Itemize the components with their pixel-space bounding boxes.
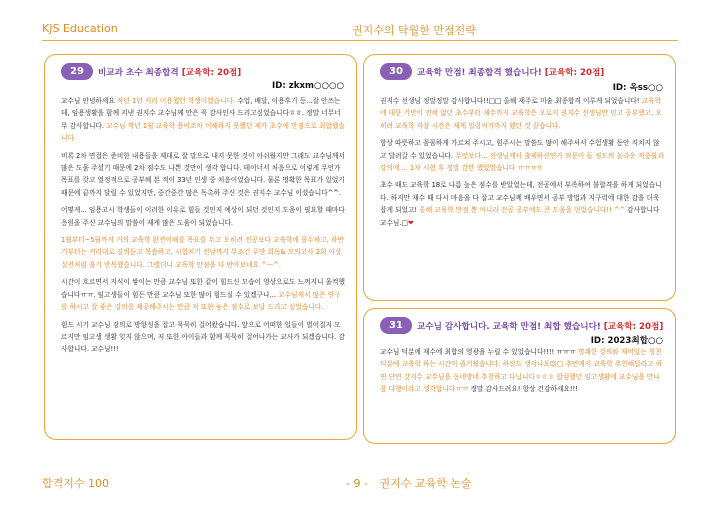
review-text: 비록 2차 면접은 준비한 내용들을 제대로 잘 말으로 내지 못한 것이 아쉬웠지만 그래도 교수님께서 많은 도움 주셨기 때문에 2차 점수도 나쁜 것만이 생각 합니다. 테이너서 처음으로 이렇게 무언가 목표를 갖고 열정적으로 공부해 본 적이 33년 인생 중 처음이었습니다. 물론 명확한 목표가 있었기 때문에 끝까지 달릴 수 있었지만, 중간중간 많은 독촉하 주신 것은 권지수 교수님 이셨습니다^^. [61, 151, 345, 197]
header-brand: KJS Education [42, 22, 118, 35]
footer-brand: 합격지수 100 [42, 477, 109, 490]
heart-icon: ❤ [407, 218, 414, 227]
review-score-tag: [교육학: 20점] [181, 67, 242, 78]
review-body [61, 95, 346, 361]
review-text: 힘드 시기 교수님 강의로 방향성을 잡고 묵묵히 걸어왔습니다. 앞으로 어떠한 일들이 벌어질지 모르지만 임고생 생활 잊지 않으며, 저 또한 아이들과 함께 묵묵히 걸어나가는 교사가 되겠습니다. 감사합니다. 교수님!!! [61, 320, 345, 354]
review-paragraph [61, 276, 346, 313]
review-text: 권지수 선생님 정말정말 감사합니다!!□□ 올해 제주로 미술 최종합격 이루게 되었습니다! [380, 97, 642, 105]
review-text: 시간이 흐르면서 지식이 쌓이는 만큼 교수님 또한 같이 힘드신 모습이 영상으로도 느껴지니 울컥했습니다ㅠㅠ. 임고생들이 힘든 만큼 교수님 또한 많이 힘드실 수 있겠구나... [61, 278, 345, 299]
review-number-badge: 31 [380, 317, 412, 334]
review-text: 항상 따뜻하고 꼼꼼하게 가르쳐 주시고, 힘주시는 말씀도 많이 해주셔서 수험생활 동안 지치지 않고 달려갈 수 있었습니다. [380, 139, 660, 160]
review-title: 교수님 감사합니다. 교육학 만점! 최합 했습니다! [417, 321, 601, 332]
review-text: 어떻게... 임용고시 학생들이 이러한 이유로 힘들 것인지 예상이 되던 것인지 도움이 필요할 때마다 응원을 주신 교수님의 말씀이 제게 많은 도움이 되었습니다. [61, 206, 345, 227]
header-book-title: 권지수의 탁월한 만점전략 [352, 24, 476, 37]
review-body [380, 346, 665, 401]
highlighted-text: 명쾌한 강의와 재미있는 칭찬 덕분에 교육학 하는 시간이 즐거웠습니다. 하진도 생각나요☺□ 추번에서 교육학 추천해달라고 하면 단연 갓지수 교수님을 동네방네 추천하고 다닙니다ㅎㅎㅎ 합렁했던 임고생활에 교수님을 만나 참 다행이라고 생각합니다ㅠㅠ [380, 348, 663, 394]
review-text: 교수님 덕분에 재수에 최합의 영광을 누릴 수 있었습니다!!!! ㅠㅠㅠ [380, 348, 578, 356]
review-body [380, 95, 665, 234]
review-paragraph [61, 150, 346, 200]
highlighted-text: 교육학에 대한 기반이 전혀 없던 초수부터 재수까지 교육학은 오로지 권지수 선생님만 믿고 공부했고, 오히려 교육학 자잘 시간은 제게 힐링이기까지 했던 것 같습니다. [380, 97, 662, 130]
page-header [0, 0, 720, 44]
review-paragraph [61, 204, 346, 229]
footer-page-info [346, 475, 471, 491]
review-author-id: ID: zkxm○○○○ [272, 81, 344, 91]
review-text: 정말 감사드려요! 항상 건강하세요!!! [468, 385, 578, 394]
review-paragraph [61, 319, 346, 356]
review-header [380, 63, 604, 80]
review-paragraph [380, 346, 665, 396]
review-score-tag: [교육학: 20점] [603, 321, 664, 332]
highlighted-text: 1월부터~5월까지 거의 교육학 완전이해를 목표를 두고 오히려 전공보다 교육학에 몰두하고, 하반기부터는 커리대로 강의듣고 복습하고, 시험치기 전날까지 무조건 푸만 회독& 모의고사 2회 이상 실전처럼 풀기 반복했습니다. 그랬더니 교육학 만점을 다 받아보네요 ^—^. [61, 236, 344, 269]
highlighted-text: 교수님께서 많은 연구를 하시고 잘 좋은 강의를 제공해주시는 만큼 저 또한 놓은 점수로 보답 드리고 싶었습니다. [61, 290, 341, 312]
review-header [61, 63, 241, 80]
header-divider [42, 40, 678, 41]
review-card-31 [363, 308, 676, 444]
review-paragraph [61, 95, 346, 145]
review-card-30 [363, 54, 676, 301]
review-paragraph [380, 137, 665, 174]
review-author-id: ID: 옥ss○○ [612, 83, 663, 93]
highlighted-text: 작년 1년 커리 이용했던 학생이었습니다. [116, 97, 236, 105]
review-header [380, 317, 663, 334]
review-card-29 [44, 54, 357, 440]
review-paragraph [380, 95, 665, 132]
review-paragraph [380, 179, 665, 229]
footer-book-title: 권지수 교육학 논술 [379, 477, 472, 490]
review-score-tag: [교육학: 20점] [544, 67, 605, 78]
review-number-badge: 30 [380, 63, 412, 80]
review-text: 초수 때도 교육학 18로 나름 높은 점수를 받았었는데, 전공에서 부족하여 불합격을 하게 되었습니다. 하지만 재수 때 다시 마음을 다 잡고 교수님께 배우면서 공부 방법과 지구력에 대한 감을 더욱 잡게 되었고! [380, 181, 662, 215]
page-number: - 9 - [346, 477, 368, 490]
review-text: 감사합니다 교수님.□ [380, 206, 660, 227]
review-title: 비교과 초수 최종합격 [98, 67, 179, 78]
highlighted-text: 교수님 작년 1월 교육학 용어조차 이해하지 못했던 제가 초수에 만점으로 최합했습니다. [61, 121, 345, 143]
review-author-id: ID: 2023최합○○ [590, 336, 663, 346]
highlighted-text: 올해 교육학 만점 뿐 아니라 전공 공부에도 큰 도움을 얻었습니다!! ^^ [419, 206, 626, 215]
review-text: 교수님 안녕하세요 [61, 97, 117, 105]
review-paragraph [61, 234, 346, 271]
review-title: 교육학 만점! 최종합격 했습니다! [417, 67, 542, 78]
review-text: 수업, 배달, 이용후기 등...잘 안쓰는데, 임용생활을 함께 지낸 권지수 교수님께 만은 꼭 감사인사 드리고싶었습니다ㅎㅎ. 정말 너무너무 감사합니다. [61, 97, 341, 130]
review-number-badge: 29 [61, 63, 93, 80]
highlighted-text: 무엇보다... 선생님께서 출제하신연가 의문이 들 정도의 놀라운 적중률과 강의에 ... 1차 시험 후 정말 감탄 했었었습니다 ㅠㅠㅠ!! [380, 151, 664, 173]
